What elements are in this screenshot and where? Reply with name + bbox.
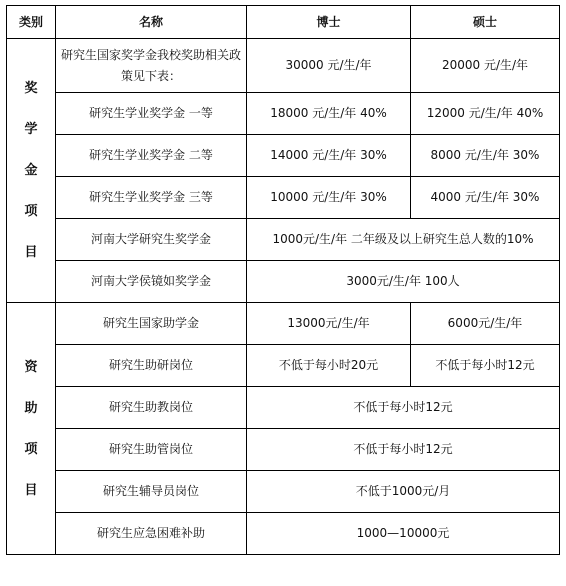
category-aid: 资 助 项 目: [7, 303, 56, 555]
table-row: [7, 219, 560, 261]
shared-value: 1000—10000元: [247, 513, 560, 555]
shared-value: 1000元/生/年 二年级及以上研究生总人数的10%: [247, 219, 560, 261]
header-name: 名称: [56, 6, 247, 39]
table-row: [7, 471, 560, 513]
phd-value: 10000 元/生/年 30%: [247, 177, 411, 219]
phd-value: 14000 元/生/年 30%: [247, 135, 411, 177]
row-name: 研究生学业奖学金 二等: [56, 135, 247, 177]
shared-value: 不低于每小时12元: [247, 429, 560, 471]
master-value: 8000 元/生/年 30%: [411, 135, 560, 177]
table-row: [7, 345, 560, 387]
header-phd: 博士: [247, 6, 411, 39]
shared-value: 3000元/生/年 100人: [247, 261, 560, 303]
table-row: [7, 513, 560, 555]
row-name: 研究生助教岗位: [56, 387, 247, 429]
row-name: 研究生学业奖学金 三等: [56, 177, 247, 219]
phd-value: 13000元/生/年: [247, 303, 411, 345]
master-value: 12000 元/生/年 40%: [411, 93, 560, 135]
table-row: [7, 39, 560, 93]
table-row: [7, 93, 560, 135]
header-master: 硕士: [411, 6, 560, 39]
row-name: 研究生辅导员岗位: [56, 471, 247, 513]
table-row: [7, 135, 560, 177]
table-row: [7, 387, 560, 429]
table-row: [7, 429, 560, 471]
header-row: [7, 6, 560, 39]
shared-value: 不低于每小时12元: [247, 387, 560, 429]
row-name: 研究生学业奖学金 一等: [56, 93, 247, 135]
row-name: 研究生助研岗位: [56, 345, 247, 387]
master-value: 不低于每小时12元: [411, 345, 560, 387]
table-row: [7, 177, 560, 219]
master-value: 6000元/生/年: [411, 303, 560, 345]
row-name: 河南大学侯镜如奖学金: [56, 261, 247, 303]
master-value: 20000 元/生/年: [411, 39, 560, 93]
phd-value: 18000 元/生/年 40%: [247, 93, 411, 135]
row-name: 研究生国家助学金: [56, 303, 247, 345]
table-row: [7, 303, 560, 345]
scholarship-aid-table: [6, 5, 560, 555]
row-name: 研究生助管岗位: [56, 429, 247, 471]
phd-value: 30000 元/生/年: [247, 39, 411, 93]
row-name: 河南大学研究生奖学金: [56, 219, 247, 261]
row-name: 研究生应急困难补助: [56, 513, 247, 555]
category-scholarship: 奖 学 金 项 目: [7, 39, 56, 303]
table-row: [7, 261, 560, 303]
master-value: 4000 元/生/年 30%: [411, 177, 560, 219]
phd-value: 不低于每小时20元: [247, 345, 411, 387]
shared-value: 不低于1000元/月: [247, 471, 560, 513]
row-name: 研究生国家奖学金我校奖助相关政策见下表：: [56, 39, 247, 93]
header-category: 类别: [7, 6, 56, 39]
